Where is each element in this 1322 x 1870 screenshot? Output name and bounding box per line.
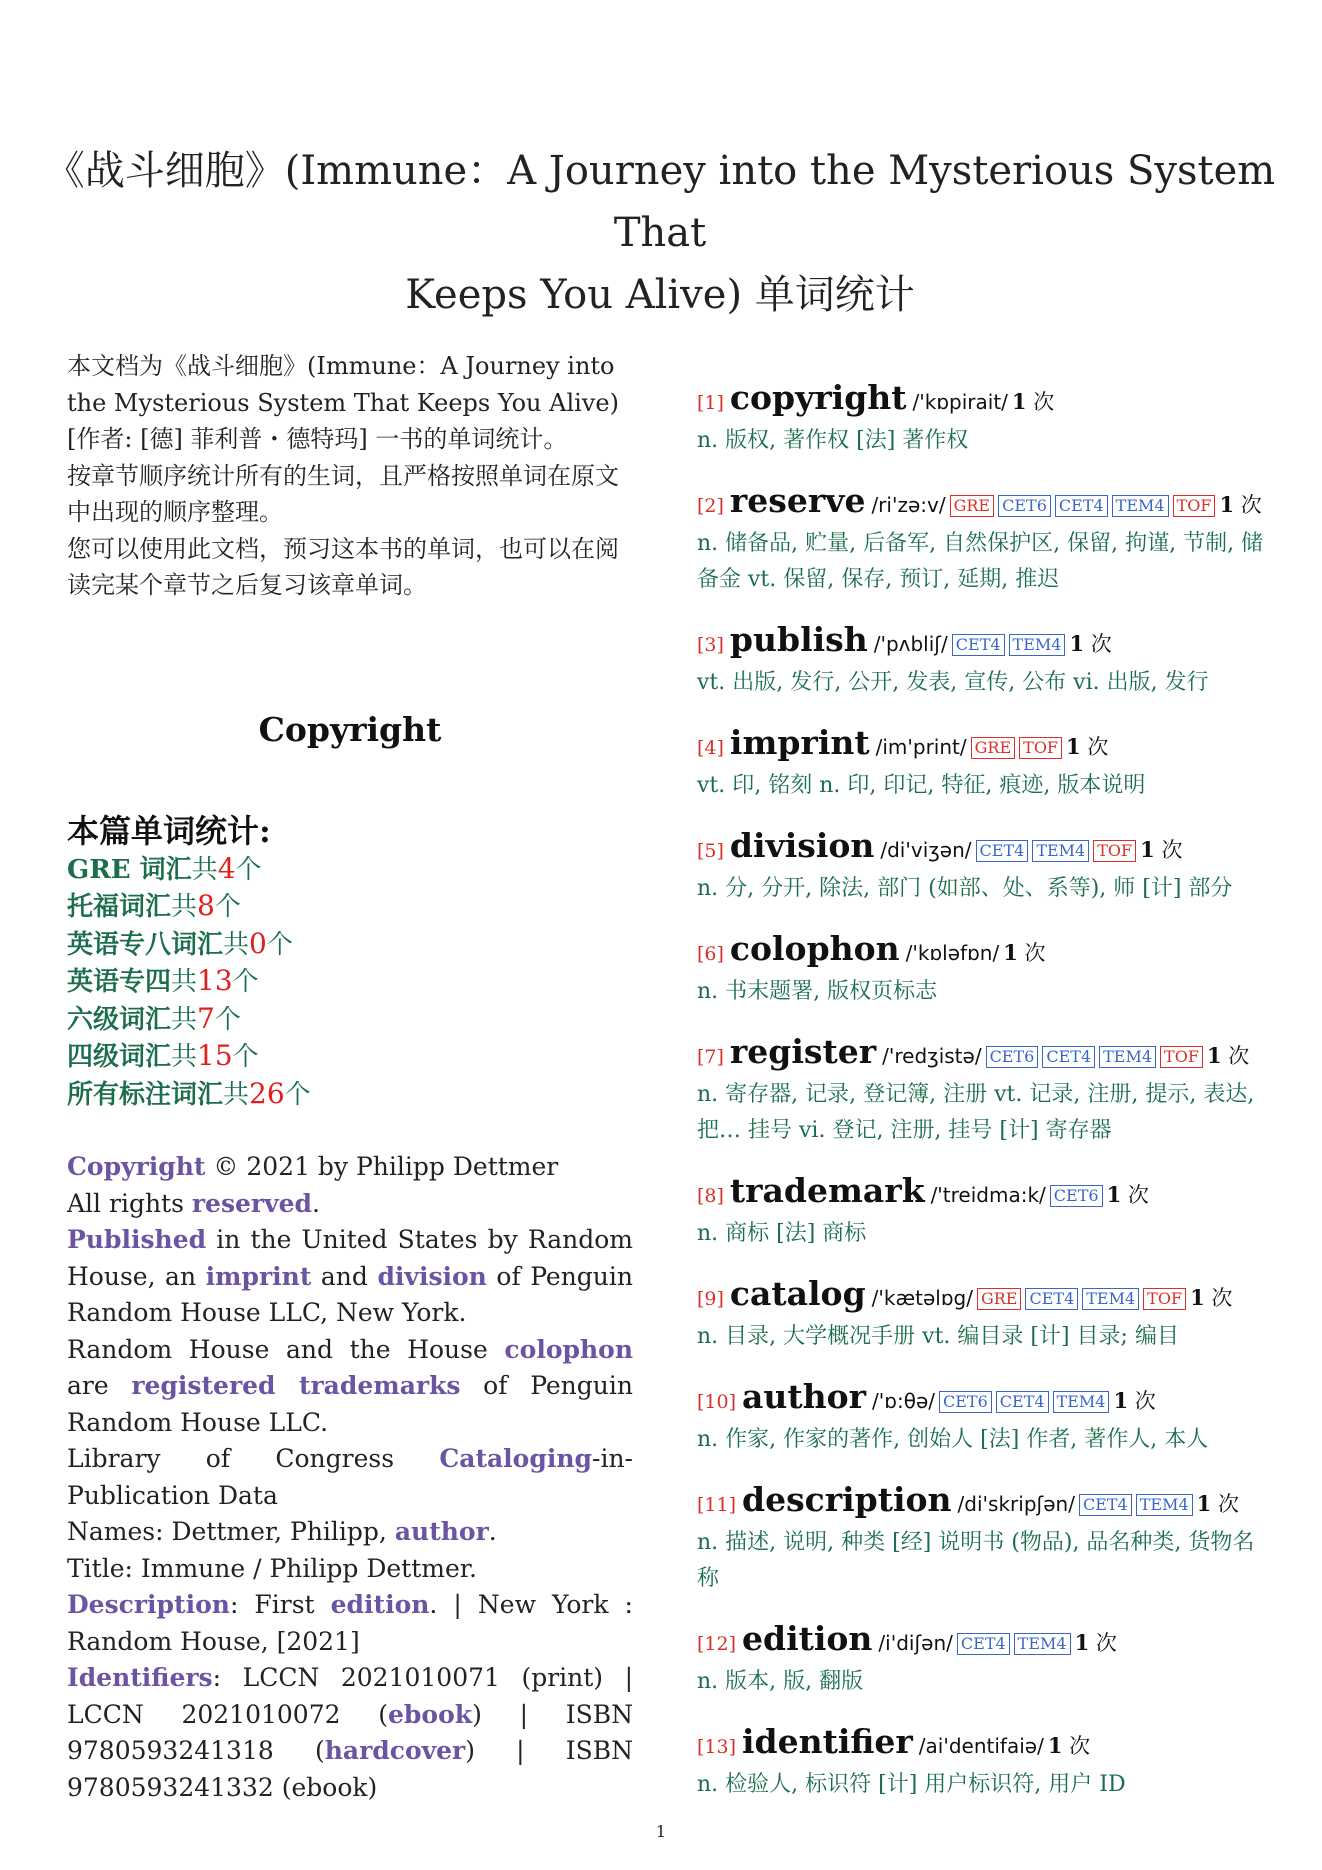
entry-phonetic: /di'skripʃən/	[957, 1492, 1075, 1516]
entry-count: 1 次	[1206, 1043, 1250, 1068]
level-tag: TOF	[1143, 1288, 1186, 1310]
body-paragraph: Names: Dettmer, Philipp, author.	[67, 1517, 497, 1546]
vocab-entry	[697, 1171, 1267, 1252]
vocab-entry-header	[697, 481, 1267, 526]
entry-index: [11]	[697, 1494, 737, 1516]
entry-definition: n. 版本, 版, 翻版	[697, 1669, 864, 1694]
level-tag: CET4	[996, 1391, 1049, 1413]
level-tag: CET6	[986, 1046, 1039, 1068]
stat-row-cet4: 四级词汇共15个	[67, 1039, 259, 1072]
entry-definition: n. 目录, 大学概况手册 vt. 编目录 [计] 目录; 编目	[697, 1324, 1179, 1349]
entry-count: 1 次	[1066, 734, 1109, 759]
entry-index: [4]	[697, 737, 724, 759]
entry-count: 1 次	[1190, 1285, 1233, 1310]
entry-phonetic: /ai'dentifaiə/	[918, 1734, 1044, 1758]
level-tag: CET4	[1079, 1494, 1132, 1516]
level-tag: TEM4	[1099, 1046, 1156, 1068]
entry-index: [7]	[697, 1046, 724, 1068]
vocab-entry	[697, 620, 1267, 701]
level-tag: GRE	[977, 1288, 1022, 1310]
entry-phonetic: /'kætəlɒg/	[871, 1286, 973, 1310]
entry-definition: n. 作家, 作家的著作, 创始人 [法] 作者, 著作人, 本人	[697, 1427, 1209, 1452]
vocab-entry-header	[697, 826, 1267, 871]
entry-phonetic: /di'viʒən/	[880, 838, 972, 862]
level-tag: CET4	[1055, 495, 1108, 517]
vocab-entry	[697, 1274, 1267, 1355]
intro-paragraph-1: 本文档为《战斗细胞》(Immune：A Journey into the Mysterious System That Keeps You Alive)[作者: [德] 菲利普・德特玛] 一书的单词统计。	[67, 352, 619, 453]
entry-count: 1 次	[1196, 1491, 1239, 1516]
intro-paragraph-3: 您可以使用此文档，预习这本书的单词，也可以在阅读完某个章节之后复习该章单词。	[67, 534, 619, 599]
stat-row-tem8: 英语专八词汇共0个	[67, 926, 293, 960]
entry-phonetic: /i'diʃən/	[878, 1631, 953, 1655]
entry-definition: n. 商标 [法] 商标	[697, 1221, 867, 1246]
vocabulary-list	[697, 378, 1267, 1825]
entry-count: 1 次	[1011, 389, 1055, 414]
entry-word: edition	[742, 1619, 873, 1658]
entry-phonetic: /'kɒləfɒn/	[905, 941, 1000, 965]
entry-definition: n. 检验人, 标识符 [计] 用户标识符, 用户 ID	[697, 1772, 1126, 1797]
entry-word: identifier	[742, 1722, 913, 1761]
vocab-entry	[697, 1480, 1267, 1597]
body-paragraph: Random House and the House colophon are registered trademarks of Penguin Random House LLC.	[67, 1334, 633, 1437]
entry-index: [3]	[697, 634, 724, 656]
entry-word: colophon	[729, 929, 900, 968]
intro-text	[67, 348, 633, 604]
body-paragraph: Library of Congress Cataloging-in-Publication Data	[67, 1444, 633, 1510]
title-line-1: 《战斗细胞》(Immune：A Journey into the Mysterious System That	[44, 148, 1276, 256]
vocab-entry-header	[697, 1032, 1267, 1077]
entry-index: [8]	[697, 1185, 724, 1207]
entry-word: trademark	[729, 1171, 925, 1210]
entry-definition: vt. 出版, 发行, 公开, 发表, 宣传, 公布 vi. 出版, 发行	[697, 670, 1209, 695]
left-column	[67, 348, 633, 1806]
entry-phonetic: /'treidma:k/	[930, 1183, 1046, 1207]
stat-row-toefl: 托福词汇共8个	[67, 889, 241, 922]
entry-word: author	[742, 1377, 867, 1416]
level-tag: CET4	[957, 1633, 1010, 1655]
entry-count: 1 次	[1219, 492, 1262, 517]
level-tag: TEM4	[1112, 495, 1169, 517]
level-tag: CET6	[939, 1391, 992, 1413]
entry-index: [12]	[697, 1633, 737, 1655]
vocab-entry-header	[697, 1171, 1267, 1216]
vocab-entry	[697, 826, 1267, 907]
title-line-2: Keeps You Alive) 单词统计	[405, 272, 915, 318]
level-tag: TOF	[1160, 1046, 1203, 1068]
vocab-entry	[697, 1377, 1267, 1458]
intro-paragraph-2: 按章节顺序统计所有的生词，且严格按照单词在原文中出现的顺序整理。	[67, 461, 619, 526]
vocab-entry-header	[697, 1377, 1267, 1422]
level-tag: GRE	[950, 495, 995, 517]
level-tag: CET6	[1050, 1185, 1103, 1207]
level-tag: GRE	[971, 737, 1016, 759]
vocab-entry	[697, 929, 1267, 1010]
entry-index: [6]	[697, 943, 724, 965]
stats-heading: 本篇单词统计:	[67, 811, 271, 850]
level-tag: CET4	[1042, 1046, 1095, 1068]
body-paragraph: Copyright © 2021 by Philipp Dettmer	[67, 1152, 559, 1181]
vocab-entry-header	[697, 620, 1267, 665]
body-paragraph: Published in the United States by Random House, an imprint and division of Penguin Random House LLC, New York.	[67, 1225, 633, 1327]
level-tag: TEM4	[1053, 1391, 1110, 1413]
stat-row-cet6: 六级词汇共7个	[67, 1001, 241, 1035]
body-paragraph: Title: Immune / Philipp Dettmer.	[67, 1553, 477, 1583]
entry-phonetic: /'redʒistə/	[882, 1044, 982, 1068]
entry-word: publish	[729, 620, 868, 659]
entry-definition: n. 分, 分开, 除法, 部门 (如部、处、系等), 师 [计] 部分	[697, 876, 1233, 901]
level-tag: TEM4	[1032, 840, 1089, 862]
entry-count: 1 次	[1047, 1733, 1091, 1758]
entry-count: 1 次	[1113, 1388, 1156, 1413]
entry-count: 1 次	[1074, 1630, 1117, 1655]
level-tag: TEM4	[1082, 1288, 1139, 1310]
vocab-entry-header	[697, 929, 1267, 974]
body-paragraph: Identifiers: LCCN 2021010071 (print) | LCCN 2021010072 (ebook) | ISBN 9780593241318 (hardcover) | ISBN 9780593241332 (ebook)	[67, 1663, 633, 1802]
entry-index: [1]	[697, 392, 724, 414]
entry-count: 1 次	[1140, 837, 1183, 862]
entry-word: register	[729, 1032, 877, 1071]
entry-phonetic: /'pʌbliʃ/	[873, 632, 948, 656]
vocab-entry-header	[697, 1274, 1267, 1319]
document-title	[40, 140, 1280, 326]
level-tag: TEM4	[1014, 1633, 1071, 1655]
level-tag: CET4	[952, 634, 1005, 656]
entry-phonetic: /'ɒ:θə/	[872, 1389, 935, 1413]
level-tag: TEM4	[1136, 1494, 1193, 1516]
level-tag: TOF	[1019, 737, 1062, 759]
vocab-entry	[697, 1722, 1267, 1803]
level-tag: TOF	[1173, 495, 1216, 517]
entry-index: [10]	[697, 1391, 737, 1413]
body-paragraph: Description: First edition. | New York : Random House, [2021]	[67, 1590, 633, 1656]
stat-row-gre: GRE 词汇共4个	[67, 851, 262, 885]
entry-phonetic: /ri'zə:v/	[871, 493, 946, 517]
level-tag: TEM4	[1009, 634, 1066, 656]
entry-word: description	[742, 1480, 952, 1519]
vocab-entry-header	[697, 1619, 1267, 1664]
entry-word: copyright	[729, 378, 907, 417]
entry-word: reserve	[729, 481, 866, 520]
entry-index: [9]	[697, 1288, 724, 1310]
vocab-entry-header	[697, 1480, 1267, 1525]
entry-definition: n. 储备品, 贮量, 后备军, 自然保护区, 保留, 拘谨, 节制, 储备金 vt. 保留, 保存, 预订, 延期, 推迟	[697, 531, 1264, 592]
entry-index: [13]	[697, 1736, 737, 1758]
entry-definition: n. 书末题署, 版权页标志	[697, 979, 938, 1004]
section-title: Copyright	[258, 709, 442, 749]
level-tag: CET4	[1025, 1288, 1078, 1310]
vocab-entry-header	[697, 1722, 1267, 1767]
entry-count: 1 次	[1106, 1182, 1149, 1207]
page-number: 1	[655, 1822, 667, 1841]
vocab-entry	[697, 1619, 1267, 1700]
entry-count: 1 次	[1069, 631, 1112, 656]
copyright-text	[67, 1149, 633, 1806]
entry-definition: vt. 印, 铭刻 n. 印, 印记, 特征, 痕迹, 版本说明	[697, 773, 1146, 798]
body-paragraph: All rights reserved.	[67, 1188, 320, 1218]
entry-word: division	[729, 826, 875, 865]
vocab-entry-header	[697, 378, 1267, 423]
entry-index: [2]	[697, 495, 724, 517]
entry-word: catalog	[729, 1274, 866, 1313]
vocab-entry	[697, 481, 1267, 598]
stats-list	[67, 851, 633, 1114]
entry-definition: n. 版权, 著作权 [法] 著作权	[697, 428, 969, 453]
entry-phonetic: /im'print/	[875, 735, 967, 759]
entry-definition: n. 寄存器, 记录, 登记簿, 注册 vt. 记录, 注册, 提示, 表达, 把… 挂号 vi. 登记, 注册, 挂号 [计] 寄存器	[697, 1082, 1255, 1143]
entry-count: 1 次	[1003, 940, 1046, 965]
vocab-entry	[697, 1032, 1267, 1149]
entry-index: [5]	[697, 840, 724, 862]
vocab-entry	[697, 378, 1267, 459]
entry-phonetic: /'kɒpirait/	[912, 390, 1008, 414]
entry-word: imprint	[729, 723, 870, 762]
vocab-entry	[697, 723, 1267, 804]
stat-row-all: 所有标注词汇共26个	[67, 1076, 311, 1110]
vocab-entry-header	[697, 723, 1267, 768]
entry-definition: n. 描述, 说明, 种类 [经] 说明书 (物品), 品名种类, 货物名称	[697, 1530, 1255, 1591]
level-tag: CET6	[998, 495, 1051, 517]
stat-row-tem4: 英语专四共13个	[67, 964, 259, 997]
level-tag: TOF	[1093, 840, 1136, 862]
level-tag: CET4	[976, 840, 1029, 862]
